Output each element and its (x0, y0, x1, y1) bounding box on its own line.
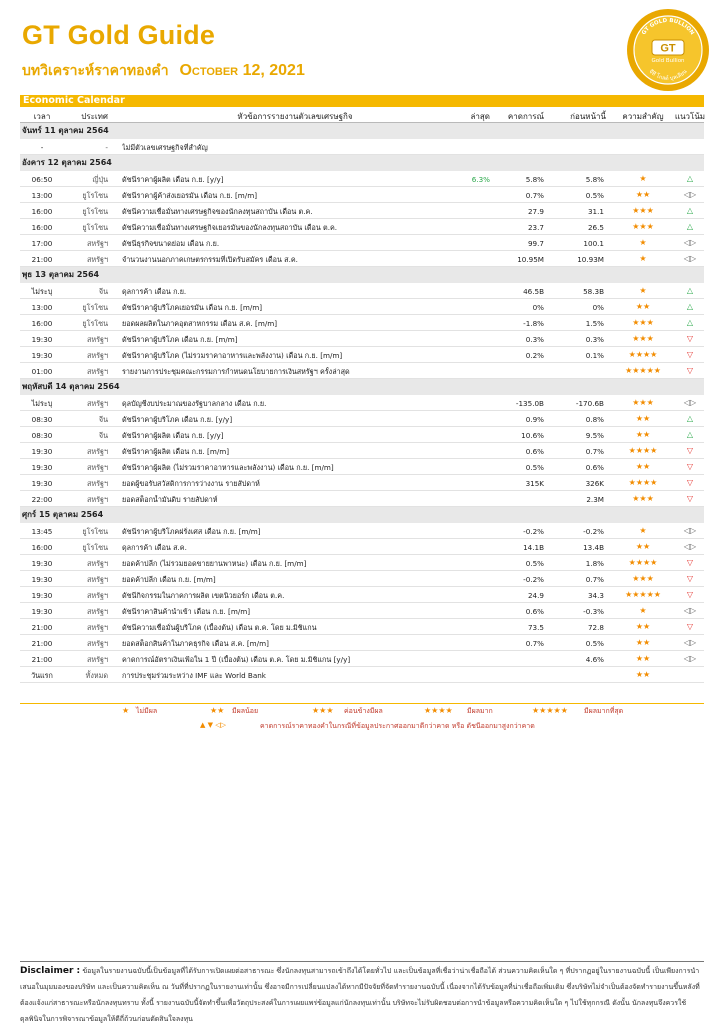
row-topic: ดัชนีราคาผู้ค้าส่งเยอรมัน เดือน ก.ย. [m/m] (122, 191, 258, 200)
row-time: 17:00 (31, 239, 53, 248)
row-importance: ★ (639, 286, 647, 295)
disclaimer (20, 963, 704, 1027)
trend-down-icon: ▽ (686, 366, 694, 375)
row-previous: 10.93M (577, 255, 604, 264)
row-importance: ★ (639, 606, 647, 615)
legend-star-3: ★★★ (312, 706, 334, 715)
row-topic: ดัชนีราคาผู้ผลิต (ไม่รวมราคาอาหารและพลังงาน) เดือน ก.ย. [m/m] (122, 463, 334, 472)
row-topic: ยอดผู้ขอรับสวัสดิการการว่างงาน รายสัปดาห์ (122, 479, 260, 488)
day-header: พุธ 13 ตุลาคม 2564 (20, 267, 704, 283)
row-previous: 1.5% (585, 319, 604, 328)
legend-label-4: มีผลมาก (467, 707, 493, 715)
row-topic: ดัชนีความเชื่อมั่นทางเศรษฐกิจของนักลงทุนสถาบัน เดือน ต.ค. (122, 207, 313, 216)
row-country: สหรัฐฯ (87, 463, 108, 472)
row-previous: 0.7% (585, 447, 604, 456)
row-country: สหรัฐฯ (87, 495, 108, 504)
row-importance: ★★★★ (628, 478, 658, 487)
legend-star-4: ★★★★ (424, 706, 453, 715)
row-previous: 4.6% (585, 655, 604, 664)
col-forecast: คาดการณ์ (507, 112, 544, 121)
table-row (20, 587, 704, 603)
row-time: 19:30 (31, 479, 53, 488)
row-previous: -170.6B (575, 399, 604, 408)
row-previous: 0.7% (585, 575, 604, 584)
trend-neutral-icon: ◁▷ (683, 254, 697, 263)
row-forecast: -135.0B (515, 399, 544, 408)
row-topic: จำนวนงานนอกภาคเกษตรกรรมที่เปิดรับสมัคร เดือน ส.ค. (122, 255, 298, 264)
trend-neutral-icon: ◁▷ (683, 398, 697, 407)
col-trend: แนวโน้ม (674, 112, 706, 121)
row-country: ยูโรโซน (82, 191, 108, 200)
trend-down-icon: ▽ (686, 622, 694, 631)
report-title: GT Gold Guide (22, 20, 216, 50)
row-previous: 34.3 (587, 591, 604, 600)
day-header: ศุกร์ 15 ตุลาคม 2564 (20, 507, 704, 523)
row-forecast: 0.7% (525, 639, 544, 648)
row-time: 16:00 (31, 207, 53, 216)
row-topic: ดัชนีธุรกิจขนาดย่อม เดือน ก.ย. (122, 239, 220, 248)
row-forecast: 0.2% (525, 351, 544, 360)
row-forecast: 99.7 (527, 239, 544, 248)
row-country: สหรัฐฯ (87, 399, 108, 408)
row-latest: 6.3% (471, 175, 490, 184)
row-importance: ★ (639, 174, 647, 183)
row-time: 22:00 (31, 495, 53, 504)
trend-legend (200, 721, 600, 733)
row-time: 21:00 (31, 639, 53, 648)
row-country: ยูโรโซน (82, 223, 108, 232)
row-country: สหรัฐฯ (87, 335, 108, 344)
table-row (20, 667, 704, 683)
row-importance: ★★ (635, 638, 651, 647)
legend-arrows: ▲ ▼ ◁▷ (200, 721, 226, 729)
gt-gold-bullion-logo (626, 8, 710, 92)
row-time: 21:00 (31, 255, 53, 264)
trend-up-icon: △ (686, 206, 694, 215)
trend-up-icon: △ (686, 302, 694, 311)
table-row (20, 395, 704, 411)
table-row (20, 187, 704, 203)
legend-label-2: มีผลน้อย (232, 707, 259, 715)
day-header: พฤหัสบดี 14 ตุลาคม 2564 (20, 379, 704, 395)
row-previous: 100.1 (583, 239, 604, 248)
row-forecast: 23.7 (527, 223, 544, 232)
table-row (20, 635, 704, 651)
table-row (20, 283, 704, 299)
row-time: ไม่ระบุ (31, 287, 53, 296)
row-time: 08:30 (31, 431, 53, 440)
table-bottom-divider (20, 703, 704, 704)
table-row (20, 251, 704, 267)
legend-star-5: ★★★★★ (532, 706, 568, 715)
row-country: สหรัฐฯ (87, 559, 108, 568)
row-forecast: 10.6% (521, 431, 544, 440)
table-row (20, 235, 704, 251)
row-time: 16:00 (31, 543, 53, 552)
table-row (20, 539, 704, 555)
row-country: - (105, 143, 108, 152)
row-importance: ★★★★ (628, 558, 658, 567)
report-subtitle (22, 60, 305, 82)
table-row (20, 315, 704, 331)
trend-up-icon: △ (686, 318, 694, 327)
row-importance: ★★ (635, 190, 651, 199)
row-topic: ดัชนีราคาผู้บริโภค (ไม่รวมราคาอาหารและพลังงาน) เดือน ก.ย. [m/m] (122, 351, 343, 360)
row-forecast: 24.9 (527, 591, 544, 600)
row-country: จีน (98, 415, 108, 424)
row-topic: ยอดค้าปลีก (ไม่รวมยอดขายยานพาหนะ) เดือน ก.ย. [m/m] (122, 559, 307, 568)
col-latest: ล่าสุด (470, 112, 490, 121)
row-forecast: -1.8% (523, 319, 544, 328)
row-country: สหรัฐฯ (87, 367, 108, 376)
report-date: October 12, 2021 (179, 62, 305, 79)
trend-neutral-icon: ◁▷ (683, 606, 697, 615)
row-topic: คาดการณ์อัตราเงินเฟ้อใน 1 ปี (เบื้องต้น) เดือน ต.ค. โดย ม.มิชิแกน [y/y] (122, 655, 351, 664)
row-importance: ★★★★ (628, 350, 658, 359)
row-country: สหรัฐฯ (87, 255, 108, 264)
row-topic: ดัชนีราคาผู้บริโภคฝรั่งเศส เดือน ก.ย. [m/m] (122, 527, 261, 536)
row-time: ไม่ระบุ (31, 399, 53, 408)
trend-down-icon: ▽ (686, 334, 694, 343)
trend-up-icon: △ (686, 286, 694, 295)
subtitle-text: บทวิเคราะห์ราคาทองคำ (22, 63, 169, 79)
row-importance: ★ (639, 238, 647, 247)
row-importance: ★★★ (632, 334, 654, 343)
row-importance: ★★★★★ (625, 590, 661, 599)
table-row (20, 603, 704, 619)
row-previous: 0.3% (585, 335, 604, 344)
row-forecast: 14.1B (523, 543, 544, 552)
table-row (20, 491, 704, 507)
trend-down-icon: ▽ (686, 574, 694, 583)
table-row (20, 411, 704, 427)
row-time: 21:00 (31, 623, 53, 632)
row-country: สหรัฐฯ (87, 607, 108, 616)
row-country: สหรัฐฯ (87, 591, 108, 600)
row-previous: 2.3M (586, 495, 604, 504)
economic-calendar-heading: Economic Calendar (20, 95, 704, 107)
row-country: ญี่ปุ่น (92, 175, 108, 184)
row-topic: ดุลการค้า เดือน ก.ย. (122, 287, 187, 296)
row-previous: -0.2% (583, 527, 604, 536)
row-country: สหรัฐฯ (87, 479, 108, 488)
row-previous: 1.8% (585, 559, 604, 568)
row-previous: 326K (585, 479, 604, 488)
row-time: 19:30 (31, 447, 53, 456)
disclaimer-divider (20, 961, 704, 962)
row-importance: ★★★★ (628, 446, 658, 455)
row-time: 13:00 (31, 303, 53, 312)
row-forecast: -0.2% (523, 527, 544, 536)
row-time: 16:00 (31, 319, 53, 328)
legend-star-1: ★ (122, 706, 130, 715)
row-time: 19:30 (31, 335, 53, 344)
legend-star-2: ★★ (210, 706, 225, 715)
table-row (20, 347, 704, 363)
trend-up-icon: △ (686, 222, 694, 231)
row-topic: ยอดสต็อกสินค้าในภาคธุรกิจ เดือน ส.ค. [m/m] (122, 639, 269, 648)
row-importance: ★★ (635, 670, 651, 679)
col-importance: ความสำคัญ (622, 112, 664, 121)
row-previous: -0.3% (583, 607, 604, 616)
row-topic: รายงานการประชุมคณะกรรมการกำหนดนโยบายการเงินสหรัฐฯ ครั้งล่าสุด (122, 367, 350, 376)
row-previous: 9.5% (585, 431, 604, 440)
trend-down-icon: ▽ (686, 558, 694, 567)
table-row (20, 171, 704, 187)
row-topic: ยอดค้าปลีก เดือน ก.ย. [m/m] (122, 575, 216, 584)
column-headers (20, 108, 704, 122)
table-row (20, 331, 704, 347)
row-topic: ดัชนีความเชื่อมั่นทางเศรษฐกิจเยอรมันของนักลงทุนสถาบัน เดือน ต.ค. (122, 223, 338, 232)
row-importance: ★ (639, 526, 647, 535)
row-previous: 26.5 (587, 223, 604, 232)
row-topic: ดัชนีราคาผู้บริโภค เดือน ก.ย. [m/m] (122, 335, 238, 344)
col-country: ประเทศ (81, 112, 108, 121)
row-previous: 0.6% (585, 463, 604, 472)
table-row (20, 363, 704, 379)
day-header: จันทร์ 11 ตุลาคม 2564 (20, 123, 704, 139)
row-time: 21:00 (31, 655, 53, 664)
row-importance: ★★ (635, 654, 651, 663)
row-forecast: 0.6% (525, 607, 544, 616)
row-country: สหรัฐฯ (87, 447, 108, 456)
row-country: ทั้งหมด (85, 671, 108, 680)
trend-neutral-icon: ◁▷ (683, 238, 697, 247)
row-time: 19:30 (31, 463, 53, 472)
trend-down-icon: ▽ (686, 494, 694, 503)
row-importance: ★★★ (632, 206, 654, 215)
table-row (20, 427, 704, 443)
row-importance: ★ (639, 254, 647, 263)
legend-arrows-text: คาดการณ์ราคาทองคำในกรณีที่ข้อมูลประกาศออกมาดีกว่าคาด หรือ ดัชนีออกมาสูงกว่าคาด (260, 722, 535, 730)
row-topic: ดัชนีราคาสินค้านำเข้า เดือน ก.ย. [m/m] (122, 607, 251, 616)
table-row (20, 523, 704, 539)
col-topic: หัวข้อการรายงานตัวเลขเศรษฐกิจ (237, 112, 353, 121)
legend-label-5: มีผลมากที่สุด (584, 707, 624, 715)
col-previous: ก่อนหน้านี้ (570, 112, 606, 121)
row-forecast: 0.5% (525, 463, 544, 472)
row-forecast: 5.8% (525, 175, 544, 184)
table-row (20, 219, 704, 235)
day-header: อังคาร 12 ตุลาคม 2564 (20, 155, 704, 171)
row-topic: ดัชนีราคาผู้บริโภค เดือน ก.ย. [y/y] (122, 415, 233, 424)
table-row (20, 139, 704, 155)
economic-calendar-table (20, 123, 704, 683)
row-country: สหรัฐฯ (87, 655, 108, 664)
row-topic: ดัชนีความเชื่อมั่นผู้บริโภค (เบื้องต้น) เดือน ต.ค. โดย ม.มิชิแกน (122, 623, 317, 632)
row-time: 06:50 (31, 175, 53, 184)
disclaimer-label: Disclaimer : (20, 966, 81, 976)
disclaimer-text: ข้อมูลในรายงานฉบับนี้เป็นข้อมูลที่ได้รับการเปิดเผยต่อสาธารณะ ซึ่งนักลงทุนสามารถเข้าถึงได้โดยทั่วไป และเป็นข้อมูลที่เชื่อว่าน่าเชื่อถือได้ ส่วนความคิดเห็นใด ๆ ที่ปรากฏอยู่ในรายงานฉบับนี้ เป็นเพียงการนำเสนอในมุมมองของบริษัท และเป็นความคิดเห็น ณ วันที่ที่ปรากฏในรายงานเท่านั้น ซึ่งอาจมีการเปลี่ยนแปลงได้หากมีปัจจัยที่จัดทำรายงานฉบับนี้ เนื่องจากได้รับข้อมูลที่น่าเชื่อถือเพิ่มเติม ซึ่งบริษัทไม่จำเป็นต้องจัดทำรายงานขึ้นหลังที่ต้องแจ้งแก่สาธารณะหรือนักลงทุนทราบ ทั้งนี้ รายงานฉบับนี้จัดทำขึ้นเพื่อวัตถุประสงค์ในการเผยแพร่ข้อมูลแก่นักลงทุนเท่านั้น บริษัทจะไม่รับผิดชอบต่อการนำข้อมูลหรือความคิดเห็นใด ๆ ไปใช้ทุกกรณี ดังนั้น นักลงทุนจึงควรใช้ดุลพินิจในการพิจารณาข้อมูลให้ดีถี่ถ้วนก่อนตัดสินใจลงทุน (20, 967, 700, 1023)
row-previous: 0.5% (585, 191, 604, 200)
row-topic: ยอดผลผลิตในภาคอุตสาหกรรม เดือน ส.ค. [m/m] (122, 319, 278, 328)
row-forecast: 0.6% (525, 447, 544, 456)
row-importance: ★★ (635, 414, 651, 423)
row-topic: ดุลบัญชีงบประมาณของรัฐบาลกลาง เดือน ก.ย. (122, 399, 267, 408)
row-importance: ★★ (635, 430, 651, 439)
row-country: ยูโรโซน (82, 543, 108, 552)
row-importance: ★★ (635, 462, 651, 471)
trend-down-icon: ▽ (686, 478, 694, 487)
row-previous: 0.1% (585, 351, 604, 360)
row-time: 19:30 (31, 591, 53, 600)
row-time: 13:00 (31, 191, 53, 200)
table-row (20, 459, 704, 475)
row-importance: ★★ (635, 622, 651, 631)
table-row (20, 571, 704, 587)
row-forecast: 0.7% (525, 191, 544, 200)
row-previous: 0.8% (585, 415, 604, 424)
row-country: สหรัฐฯ (87, 575, 108, 584)
importance-legend (122, 706, 682, 718)
row-time: 19:30 (31, 351, 53, 360)
row-forecast: 0% (532, 303, 544, 312)
row-topic: ดัชนีราคาผู้บริโภคเยอรมัน เดือน ก.ย. [m/m] (122, 303, 263, 312)
row-forecast: 0.5% (525, 559, 544, 568)
row-importance: ★★★ (632, 494, 654, 503)
row-forecast: 46.5B (523, 287, 544, 296)
trend-up-icon: △ (686, 430, 694, 439)
row-time: 19:30 (31, 559, 53, 568)
row-time: 08:30 (31, 415, 53, 424)
logo-mark: GT (660, 42, 676, 55)
row-topic: ดัชนีราคาผู้ผลิต เดือน ก.ย. [y/y] (122, 431, 224, 440)
table-row (20, 443, 704, 459)
trend-neutral-icon: ◁▷ (683, 542, 697, 551)
trend-down-icon: ▽ (686, 446, 694, 455)
table-row (20, 475, 704, 491)
row-forecast: 10.95M (517, 255, 544, 264)
row-previous: 5.8% (585, 175, 604, 184)
row-country: ยูโรโซน (82, 527, 108, 536)
row-topic: ดัชนีราคาผู้ผลิต เดือน ก.ย. [y/y] (122, 175, 224, 184)
trend-up-icon: △ (686, 174, 694, 183)
row-importance: ★★★★★ (625, 366, 661, 375)
row-previous: 31.1 (587, 207, 604, 216)
col-time: เวลา (33, 112, 51, 121)
row-country: สหรัฐฯ (87, 639, 108, 648)
trend-neutral-icon: ◁▷ (683, 638, 697, 647)
trend-up-icon: △ (686, 414, 694, 423)
row-time: 19:30 (31, 607, 53, 616)
row-time: - (40, 143, 44, 152)
row-forecast: 27.9 (527, 207, 544, 216)
table-row (20, 203, 704, 219)
row-time: 01:00 (31, 367, 53, 376)
row-country: จีน (98, 431, 108, 440)
row-country: ยูโรโซน (82, 303, 108, 312)
row-forecast: 315K (525, 479, 544, 488)
row-time: 19:30 (31, 575, 53, 584)
row-topic: ดัชนีกิจกรรมในภาคการผลิต เขตนิวยอร์ก เดือน ต.ค. (122, 591, 285, 600)
row-time: 16:00 (31, 223, 53, 232)
row-importance: ★★★ (632, 398, 654, 407)
trend-neutral-icon: ◁▷ (683, 190, 697, 199)
legend-label-1: ไม่มีผล (136, 707, 158, 715)
row-previous: 58.3B (583, 287, 604, 296)
row-time: วันแรก (31, 671, 53, 680)
row-importance: ★★★ (632, 574, 654, 583)
row-country: สหรัฐฯ (87, 351, 108, 360)
row-forecast: 73.5 (527, 623, 544, 632)
row-importance: ★★★ (632, 318, 654, 327)
logo-top-text: GT GOLD BULLION (641, 17, 695, 37)
logo-bottom-text: จีที โกลด์ บุลเลียน (647, 68, 689, 83)
row-forecast: 0.3% (525, 335, 544, 344)
legend-label-3: ค่อนข้างมีผล (344, 707, 383, 715)
row-topic: ดุลการค้า เดือน ส.ค. (122, 543, 187, 552)
row-country: สหรัฐฯ (87, 623, 108, 632)
logo-sub: Gold Bullion (651, 58, 685, 64)
row-importance: ★★ (635, 542, 651, 551)
table-row (20, 555, 704, 571)
row-forecast: 0.9% (525, 415, 544, 424)
trend-neutral-icon: ◁▷ (683, 526, 697, 535)
row-importance: ★★ (635, 302, 651, 311)
table-row (20, 651, 704, 667)
table-row (20, 619, 704, 635)
row-previous: 0.5% (585, 639, 604, 648)
trend-down-icon: ▽ (686, 350, 694, 359)
trend-down-icon: ▽ (686, 462, 694, 471)
row-country: จีน (98, 287, 108, 296)
row-previous: 0% (592, 303, 604, 312)
trend-down-icon: ▽ (686, 590, 694, 599)
row-topic: ดัชนีราคาผู้ผลิต เดือน ก.ย. [m/m] (122, 447, 230, 456)
row-previous: 72.8 (587, 623, 604, 632)
row-topic: ยอดสต็อกน้ำมันดิบ รายสัปดาห์ (122, 495, 218, 504)
row-country: ยูโรโซน (82, 207, 108, 216)
row-time: 13:45 (31, 527, 53, 536)
row-previous: 13.4B (583, 543, 604, 552)
trend-neutral-icon: ◁▷ (683, 654, 697, 663)
row-country: ยูโรโซน (82, 319, 108, 328)
row-topic: ไม่มีตัวเลขเศรษฐกิจที่สำคัญ (122, 143, 208, 152)
table-row (20, 299, 704, 315)
row-topic: การประชุมร่วมระหว่าง IMF และ World Bank (122, 671, 266, 680)
row-country: สหรัฐฯ (87, 239, 108, 248)
row-forecast: -0.2% (523, 575, 544, 584)
row-importance: ★★★ (632, 222, 654, 231)
